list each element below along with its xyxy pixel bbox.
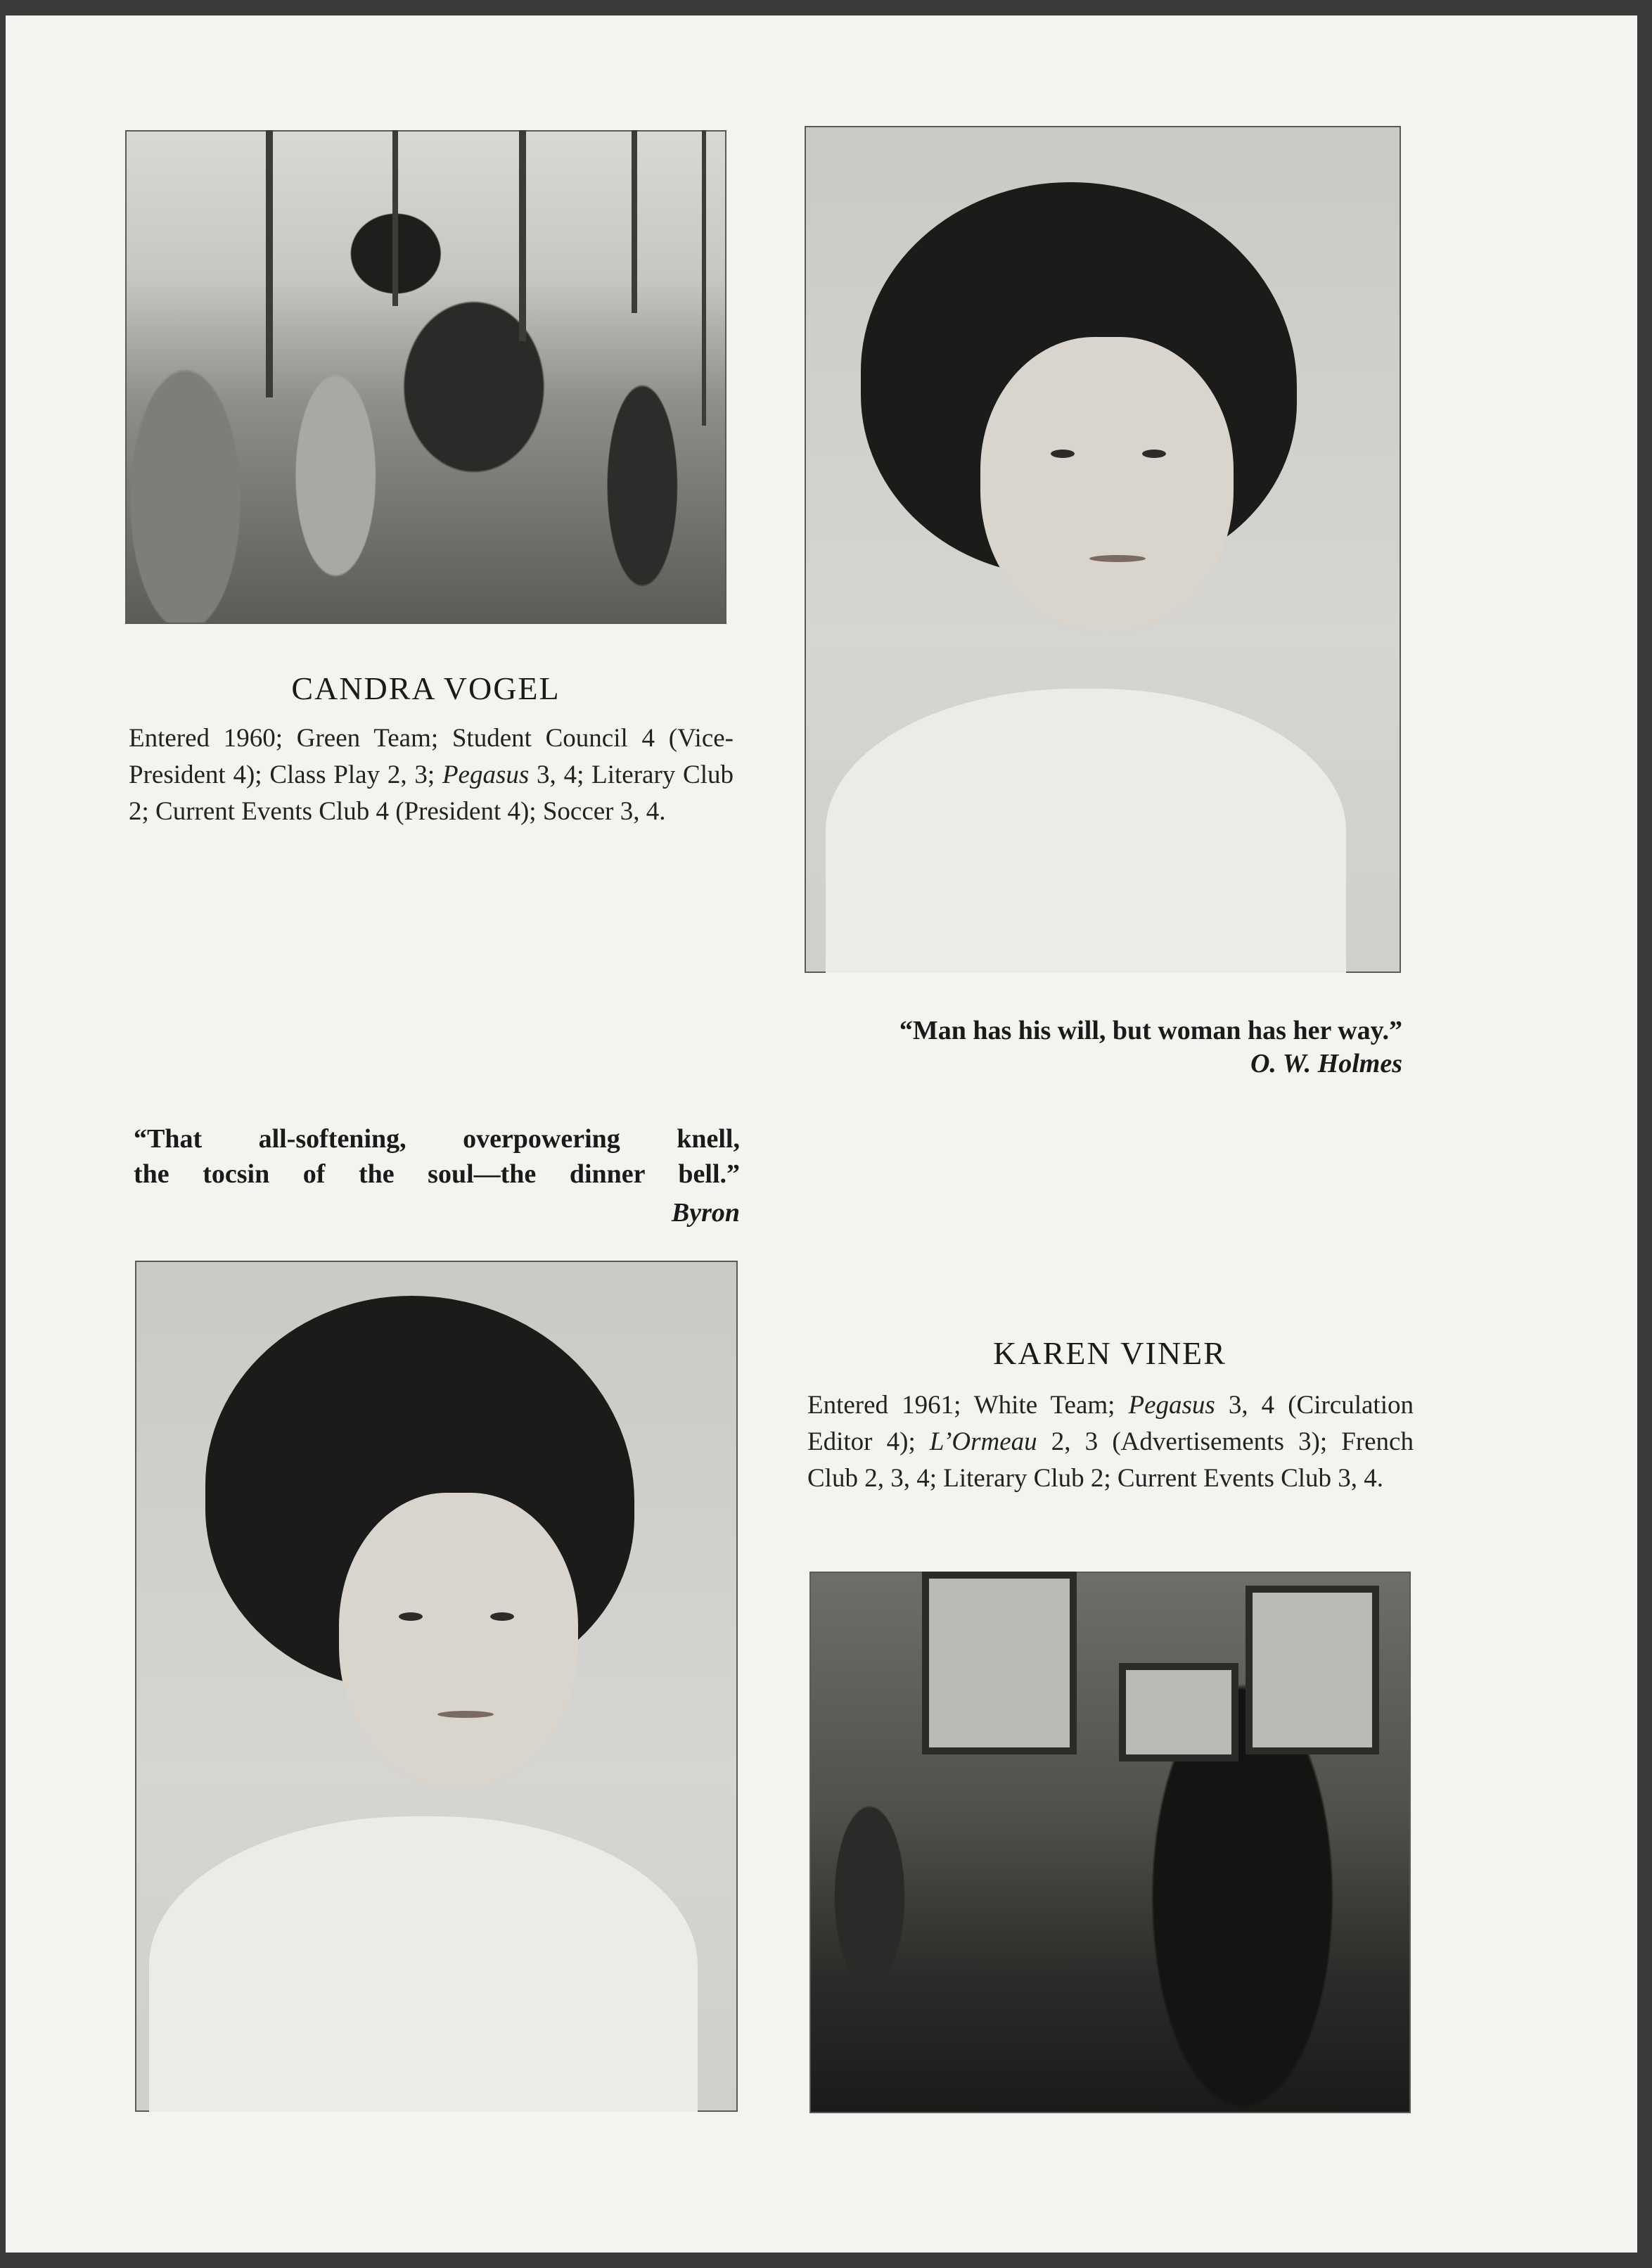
candra-vogel-quote-author: Byron [671,1198,740,1228]
bio-text: Entered 1961; White Team; [807,1391,1129,1420]
bio-text: 2, 3 (Advertisements 3); French Club 2, 3, 4; Literary Club 2; Current Events Club 3, 4. [807,1427,1414,1493]
karen-viner-portrait [135,1261,738,2112]
candra-vogel-name: CANDRA VOGEL [291,670,561,706]
bio-text: Entered 1960; Green Team; Student Council 4 (Vice-President 4); Class Play 2, 3; [129,724,734,789]
karen-viner-bio [807,1387,1414,1497]
karen-viner-name: KAREN VINER [993,1335,1227,1371]
bio-text: 3, 4; Literary Club 2; Current Events Club 4 (President 4); Soccer 3, 4. [129,760,734,826]
yearbook-page [6,15,1637,2253]
candra-vogel-quote [134,1121,740,1192]
candra-vogel-candid-photo [125,130,726,624]
bio-publication: Pegasus [1128,1391,1215,1420]
karen-viner-quote-author: O. W. Holmes [1250,1049,1402,1078]
karen-viner-quote [807,1013,1402,1048]
bio-publication: L’Ormeau [929,1427,1037,1456]
quote-line: “Man has his will, but woman has her way.” [899,1016,1402,1045]
bio-publication: Pegasus [442,760,530,789]
bio-text: 3, 4 (Circulation Editor 4); [807,1391,1414,1456]
candra-vogel-portrait [805,126,1401,973]
karen-viner-candid-photo [809,1572,1411,2113]
candra-vogel-bio [129,720,734,830]
quote-line: “That all-softening, overpowering knell, [134,1124,740,1154]
quote-line: the tocsin of the soul—the dinner bell.” [134,1159,740,1189]
